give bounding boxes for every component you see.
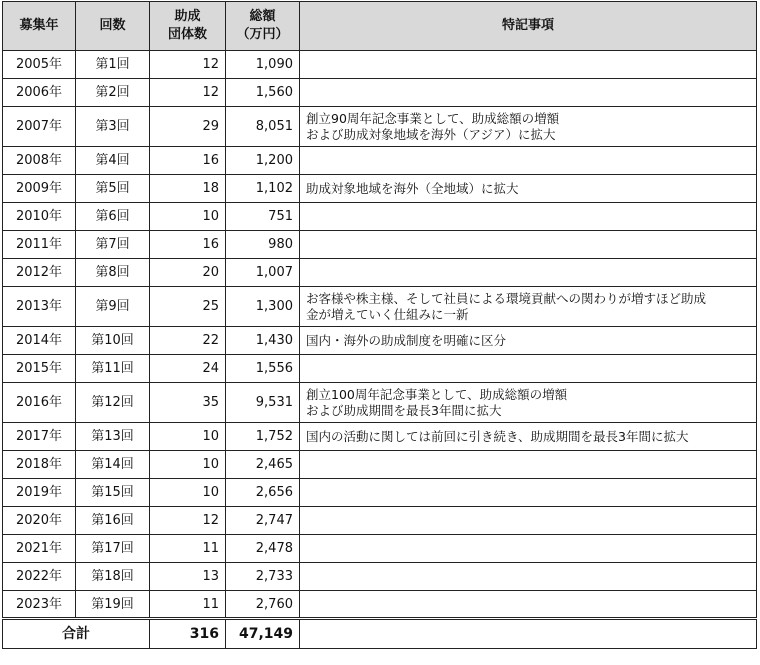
year-cell: 2017年: [3, 423, 76, 451]
header-total-line2: （万円）: [236, 27, 289, 42]
round-cell: 第19回: [76, 591, 150, 619]
year-cell: 2013年: [3, 287, 76, 327]
groups-cell: 12: [150, 79, 226, 107]
year-cell: 2007年: [3, 107, 76, 147]
header-year: 募集年: [3, 2, 76, 51]
round-cell: 第14回: [76, 451, 150, 479]
note-cell: お客様や株主様、そして社員による環境貢献への関わりが増すほど助成 金が増えていく仕組みに一新: [300, 287, 757, 327]
total-cell: 2,465: [226, 451, 300, 479]
groups-cell: 24: [150, 355, 226, 383]
year-cell: 2020年: [3, 507, 76, 535]
note-cell: 創立100周年記念事業として、助成総額の増額 および助成期間を最長3年間に拡大: [300, 383, 757, 423]
groups-cell: 20: [150, 259, 226, 287]
note-cell: [300, 507, 757, 535]
total-amount: 47,149: [226, 619, 300, 649]
total-row: [3, 619, 757, 649]
table-header: [3, 2, 757, 51]
table-row: [3, 423, 757, 451]
note-cell: [300, 259, 757, 287]
round-cell: 第16回: [76, 507, 150, 535]
header-groups: [150, 2, 226, 51]
groups-cell: 13: [150, 563, 226, 591]
year-cell: 2010年: [3, 203, 76, 231]
groups-cell: 12: [150, 507, 226, 535]
groups-cell: 11: [150, 535, 226, 563]
groups-cell: 35: [150, 383, 226, 423]
round-cell: 第3回: [76, 107, 150, 147]
table-row: [3, 203, 757, 231]
year-cell: 2021年: [3, 535, 76, 563]
table-row: [3, 259, 757, 287]
total-cell: 1,007: [226, 259, 300, 287]
total-label: 合計: [3, 619, 150, 649]
year-cell: 2015年: [3, 355, 76, 383]
header-total: [226, 2, 300, 51]
round-cell: 第8回: [76, 259, 150, 287]
note-cell: [300, 563, 757, 591]
round-cell: 第2回: [76, 79, 150, 107]
table-row: [3, 383, 757, 423]
groups-cell: 11: [150, 591, 226, 619]
year-cell: 2023年: [3, 591, 76, 619]
note-cell: 創立90周年記念事業として、助成総額の増額 および助成対象地域を海外（アジア）に拡大: [300, 107, 757, 147]
total-cell: 2,760: [226, 591, 300, 619]
header-row: [3, 2, 757, 51]
header-notes: 特記事項: [300, 2, 757, 51]
total-cell: 8,051: [226, 107, 300, 147]
round-cell: 第1回: [76, 51, 150, 79]
round-cell: 第17回: [76, 535, 150, 563]
grant-history-table: [2, 1, 757, 649]
year-cell: 2009年: [3, 175, 76, 203]
table-row: [3, 231, 757, 259]
total-cell: 1,090: [226, 51, 300, 79]
groups-cell: 29: [150, 107, 226, 147]
note-cell: [300, 203, 757, 231]
header-total-line1: 総額: [249, 9, 276, 24]
round-cell: 第18回: [76, 563, 150, 591]
note-cell: [300, 51, 757, 79]
year-cell: 2008年: [3, 147, 76, 175]
round-cell: 第9回: [76, 287, 150, 327]
year-cell: 2014年: [3, 327, 76, 355]
groups-cell: 18: [150, 175, 226, 203]
year-cell: 2018年: [3, 451, 76, 479]
note-cell: [300, 591, 757, 619]
groups-cell: 22: [150, 327, 226, 355]
total-cell: 1,556: [226, 355, 300, 383]
year-cell: 2012年: [3, 259, 76, 287]
groups-cell: 25: [150, 287, 226, 327]
total-cell: 2,656: [226, 479, 300, 507]
table-row: [3, 451, 757, 479]
note-cell: [300, 79, 757, 107]
total-note-empty: [300, 619, 757, 649]
round-cell: 第11回: [76, 355, 150, 383]
total-cell: 980: [226, 231, 300, 259]
total-cell: 9,531: [226, 383, 300, 423]
note-cell: 国内の活動に関しては前回に引き続き、助成期間を最長3年間に拡大: [300, 423, 757, 451]
table-row: [3, 107, 757, 147]
groups-cell: 16: [150, 231, 226, 259]
round-cell: 第4回: [76, 147, 150, 175]
table-row: [3, 147, 757, 175]
total-groups: 316: [150, 619, 226, 649]
note-cell: [300, 479, 757, 507]
total-cell: 1,300: [226, 287, 300, 327]
table-body: [3, 51, 757, 619]
table-row: [3, 287, 757, 327]
table-row: [3, 563, 757, 591]
year-cell: 2016年: [3, 383, 76, 423]
year-cell: 2022年: [3, 563, 76, 591]
round-cell: 第7回: [76, 231, 150, 259]
groups-cell: 10: [150, 479, 226, 507]
year-cell: 2011年: [3, 231, 76, 259]
total-cell: 2,733: [226, 563, 300, 591]
year-cell: 2019年: [3, 479, 76, 507]
note-cell: [300, 451, 757, 479]
round-cell: 第13回: [76, 423, 150, 451]
header-groups-line2: 団体数: [167, 27, 207, 42]
groups-cell: 10: [150, 423, 226, 451]
table-row: [3, 507, 757, 535]
table-row: [3, 591, 757, 619]
note-cell: [300, 535, 757, 563]
groups-cell: 12: [150, 51, 226, 79]
groups-cell: 10: [150, 451, 226, 479]
total-cell: 1,102: [226, 175, 300, 203]
note-cell: 助成対象地域を海外（全地域）に拡大: [300, 175, 757, 203]
table-row: [3, 327, 757, 355]
total-cell: 2,747: [226, 507, 300, 535]
year-cell: 2006年: [3, 79, 76, 107]
note-cell: 国内・海外の助成制度を明確に区分: [300, 327, 757, 355]
header-round: 回数: [76, 2, 150, 51]
round-cell: 第6回: [76, 203, 150, 231]
header-groups-line1: 助成: [174, 9, 201, 24]
total-cell: 1,560: [226, 79, 300, 107]
round-cell: 第15回: [76, 479, 150, 507]
table-footer: [3, 619, 757, 649]
total-cell: 751: [226, 203, 300, 231]
table-row: [3, 79, 757, 107]
groups-cell: 10: [150, 203, 226, 231]
note-cell: [300, 355, 757, 383]
total-cell: 1,200: [226, 147, 300, 175]
note-cell: [300, 231, 757, 259]
table-row: [3, 51, 757, 79]
total-cell: 2,478: [226, 535, 300, 563]
table-row: [3, 175, 757, 203]
table-row: [3, 535, 757, 563]
table-row: [3, 355, 757, 383]
round-cell: 第10回: [76, 327, 150, 355]
round-cell: 第5回: [76, 175, 150, 203]
total-cell: 1,430: [226, 327, 300, 355]
table-row: [3, 479, 757, 507]
round-cell: 第12回: [76, 383, 150, 423]
year-cell: 2005年: [3, 51, 76, 79]
note-cell: [300, 147, 757, 175]
groups-cell: 16: [150, 147, 226, 175]
total-cell: 1,752: [226, 423, 300, 451]
